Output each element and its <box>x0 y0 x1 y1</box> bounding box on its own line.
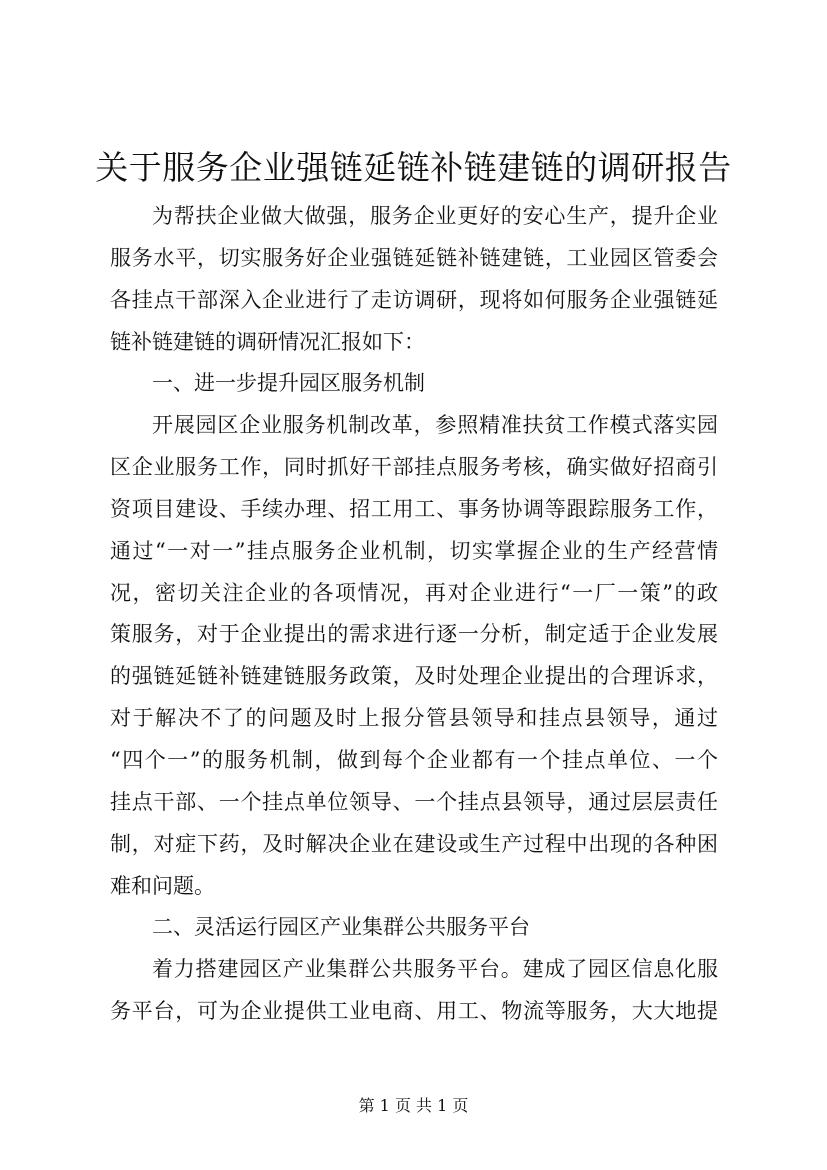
body-line: 着力搭建园区产业集群公共服务平台。建成了园区信息化服 <box>152 957 718 982</box>
section-heading: 一、进一步提升园区服务机制 <box>152 371 425 396</box>
section-heading: 二、灵活运行园区产业集群公共服务平台 <box>152 915 530 940</box>
body-line: 资项目建设、手续办理、招工用工、事务协调等跟踪服务工作， <box>110 496 718 521</box>
document-title: 关于服务企业强链延链补链建链的调研报告 <box>95 148 732 187</box>
body-line: 制，对症下药，及时解决企业在建设或生产过程中出现的各种困 <box>110 831 718 856</box>
body-line: 况，密切关注企业的各项情况，再对企业进行“一厂一策”的政 <box>110 580 718 605</box>
body-line: 通过“一对一”挂点服务企业机制，切实掌握企业的生产经营情 <box>110 538 718 563</box>
body-line: 为帮扶企业做大做强，服务企业更好的安心生产，提升企业 <box>152 204 718 228</box>
body-line: 的强链延链补链建链服务政策，及时处理企业提出的合理诉求， <box>110 664 718 689</box>
body-line: 策服务，对于企业提出的需求进行逐一分析，制定适于企业发展 <box>110 622 718 647</box>
body-line: 开展园区企业服务机制改革，参照精准扶贫工作模式落实园 <box>152 413 718 438</box>
document-body <box>110 196 718 1033</box>
body-line: 难和问题。 <box>110 873 215 898</box>
body-line: 链补链建链的调研情况汇报如下： <box>110 329 425 354</box>
body-line: “四个一”的服务机制，做到每个企业都有一个挂点单位、一个 <box>110 747 718 772</box>
body-line: 务平台，可为企业提供工业电商、用工、物流等服务，大大地提 <box>110 999 718 1024</box>
body-line: 挂点干部、一个挂点单位领导、一个挂点县领导，通过层层责任 <box>110 789 718 814</box>
body-line: 对于解决不了的问题及时上报分管县领导和挂点县领导，通过 <box>110 706 718 731</box>
body-line: 服务水平，切实服务好企业强链延链补链建链，工业园区管委会 <box>110 245 718 270</box>
page-footer: 第 1 页 共 1 页 <box>358 1096 469 1115</box>
body-line: 各挂点干部深入企业进行了走访调研，现将如何服务企业强链延 <box>110 287 718 312</box>
body-line: 区企业服务工作，同时抓好干部挂点服务考核，确实做好招商引 <box>110 455 718 480</box>
